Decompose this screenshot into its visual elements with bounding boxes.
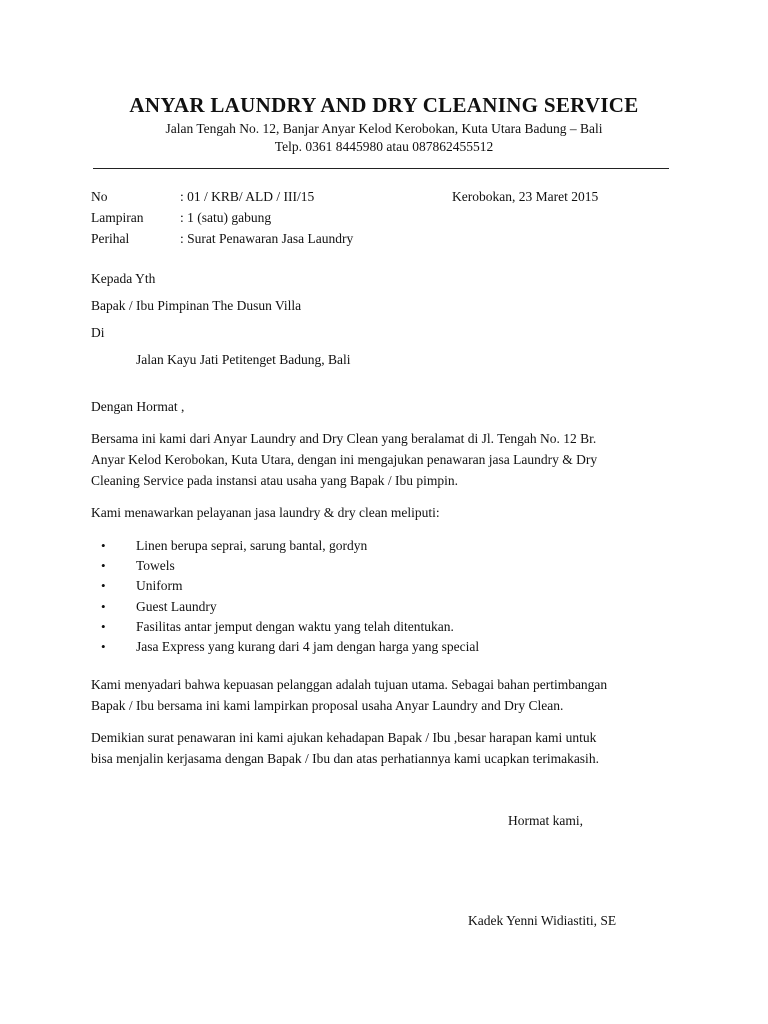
bullet-icon: • bbox=[101, 618, 106, 634]
recipient-di: Di bbox=[91, 325, 105, 340]
paragraph-line: Bapak / Ibu bersama ini kami lampirkan proposal usaha Anyar Laundry and Dry Clean. bbox=[91, 698, 564, 713]
recipient-address: Jalan Kayu Jati Petitenget Badung, Bali bbox=[136, 352, 351, 367]
paragraph-line: Cleaning Service pada instansi atau usaha yang Bapak / Ibu pimpin. bbox=[91, 473, 459, 488]
paragraph-closing bbox=[91, 727, 681, 769]
paragraph-intro bbox=[91, 428, 681, 491]
service-item-text: Uniform bbox=[136, 578, 183, 594]
signer-name: Kadek Yenni Widiastiti, SE bbox=[468, 913, 617, 928]
no-label: No bbox=[91, 189, 108, 204]
paragraph-line: bisa menjalin kerjasama dengan Bapak / Ibu dan atas perhatiannya kami ucapkan terimakasih. bbox=[91, 751, 599, 766]
perihal-label: Perihal bbox=[91, 231, 130, 246]
services-intro: Kami menawarkan pelayanan jasa laundry & dry clean meliputi: bbox=[91, 505, 440, 520]
recipient-name: Bapak / Ibu Pimpinan The Dusun Villa bbox=[91, 298, 302, 313]
bullet-icon: • bbox=[101, 558, 106, 574]
bullet-icon: • bbox=[101, 598, 106, 614]
paragraph-line: Anyar Kelod Kerobokan, Kuta Utara, dengan ini mengajukan penawaran jasa Laundry & Dry bbox=[91, 452, 598, 467]
service-item-text: Guest Laundry bbox=[136, 598, 217, 614]
recipient-kepada: Kepada Yth bbox=[91, 271, 156, 286]
greeting: Dengan Hormat , bbox=[91, 399, 185, 414]
company-name: ANYAR LAUNDRY AND DRY CLEANING SERVICE bbox=[129, 93, 639, 117]
company-address: Jalan Tengah No. 12, Banjar Anyar Kelod Kerobokan, Kuta Utara Badung – Bali bbox=[165, 121, 603, 136]
company-phone: Telp. 0361 8445980 atau 087862455512 bbox=[274, 139, 494, 154]
service-item-text: Linen berupa seprai, sarung bantal, gordyn bbox=[136, 538, 368, 553]
service-item-text: Fasilitas antar jemput dengan waktu yang telah ditentukan. bbox=[136, 618, 454, 634]
service-item-text: Jasa Express yang kurang dari 4 jam dengan harga yang special bbox=[136, 638, 480, 654]
paragraph-consideration bbox=[91, 674, 681, 716]
lampiran-label: Lampiran bbox=[91, 210, 144, 225]
lampiran-value: : 1 (satu) gabung bbox=[180, 210, 272, 225]
place-date: Kerobokan, 23 Maret 2015 bbox=[452, 189, 599, 204]
bullet-icon: • bbox=[101, 578, 106, 594]
no-value: : 01 / KRB/ ALD / III/15 bbox=[180, 189, 315, 204]
bullet-icon: • bbox=[101, 638, 106, 654]
bullet-icon: • bbox=[101, 538, 106, 553]
paragraph-line: Demikian surat penawaran ini kami ajukan kehadapan Bapak / Ibu ,besar harapan kami untuk bbox=[91, 730, 597, 745]
letterhead-divider bbox=[93, 168, 669, 169]
closing-regards: Hormat kami, bbox=[508, 813, 583, 828]
perihal-value: : Surat Penawaran Jasa Laundry bbox=[180, 231, 354, 246]
paragraph-line: Kami menyadari bahwa kepuasan pelanggan adalah tujuan utama. Sebagai bahan pertimbangan bbox=[91, 677, 608, 692]
service-item-text: Towels bbox=[136, 558, 175, 574]
paragraph-line: Bersama ini kami dari Anyar Laundry and Dry Clean yang beralamat di Jl. Tengah No. 12 Br. bbox=[91, 431, 597, 446]
